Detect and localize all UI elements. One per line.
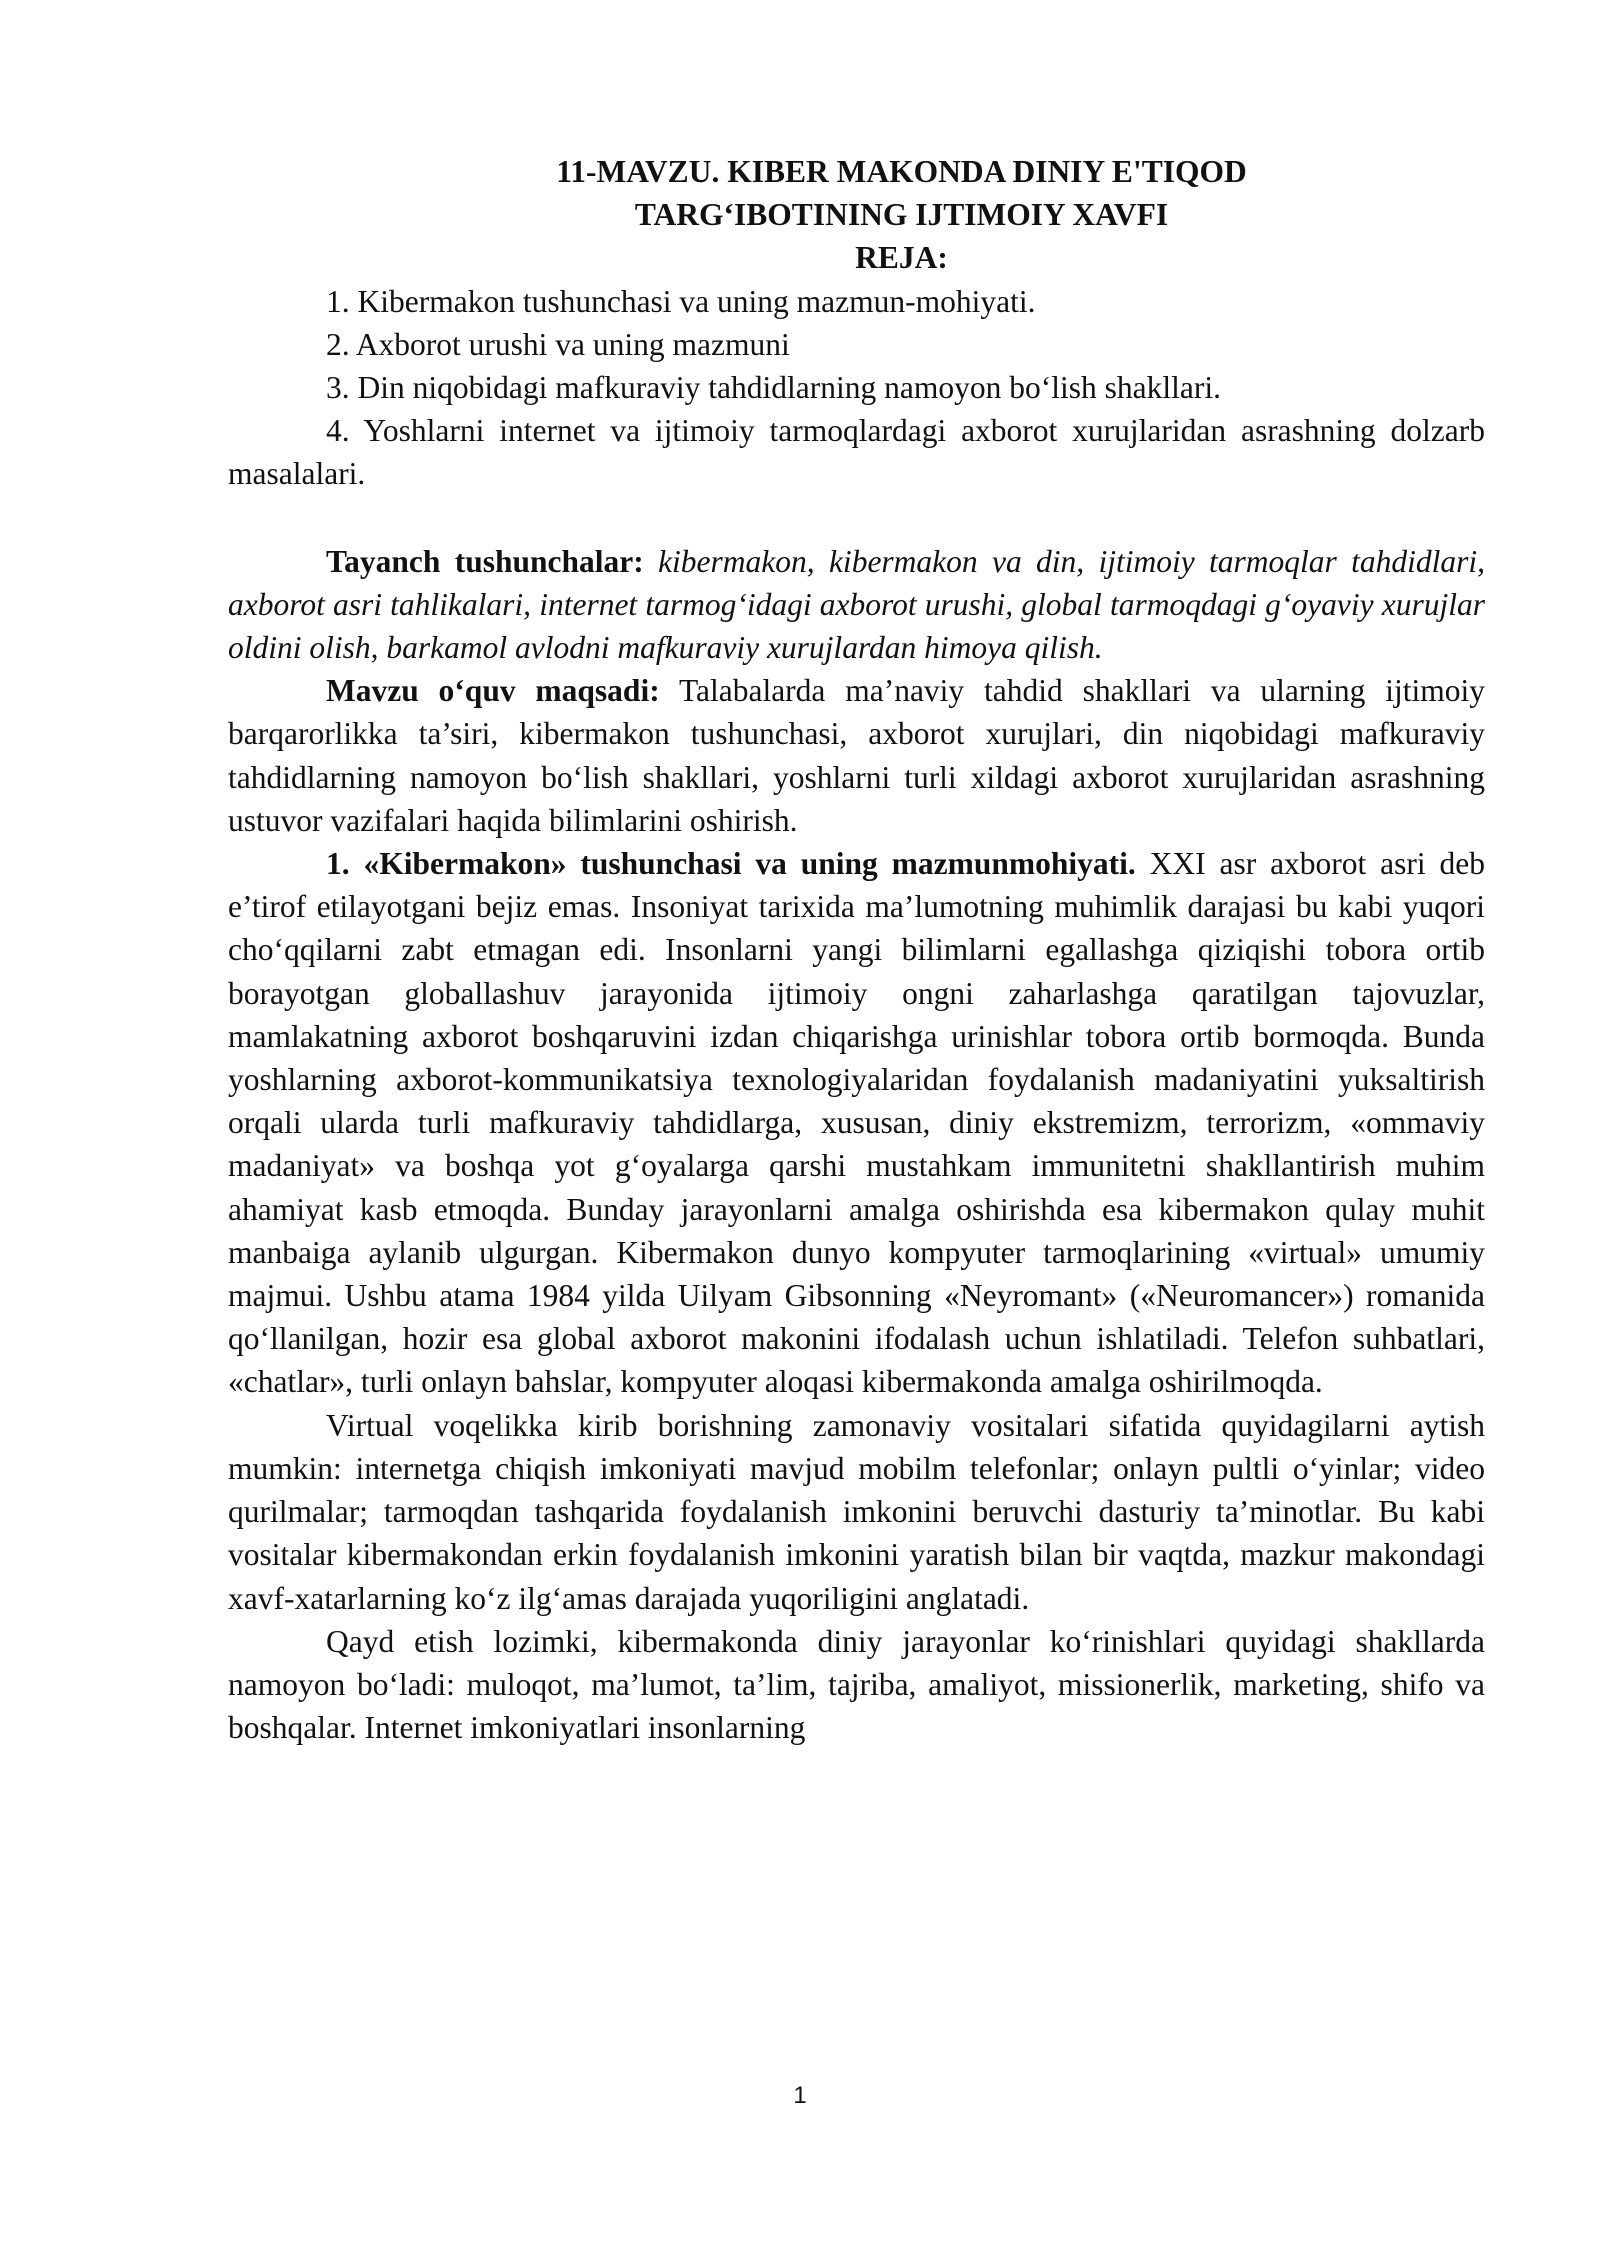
plan-item: 2. Axborot urushi va uning mazmuni bbox=[326, 326, 790, 362]
document-page bbox=[228, 150, 1485, 1749]
key-concepts-text: kibermakon, kibermakon va din, ijtimoiy tarmoqlar tahdidlari, axborot asri tahlikalari, internet tarmog‘idagi axborot urushi, global tarmoqdagi g‘oyaviy xurujlar oldini olish, barkamol avlodni mafkuraviy xurujlardan himoya qilish. bbox=[228, 543, 1485, 666]
key-concepts-label: Tayanch tushunchalar: bbox=[326, 543, 644, 579]
page-number: 1 bbox=[793, 2082, 807, 2109]
document-title bbox=[228, 150, 1485, 236]
plan-item: 1. Kibermakon tushunchasi va uning mazmun-mohiyati. bbox=[326, 283, 1036, 319]
virtual-reality-paragraph: Virtual voqelikka kirib borishning zamonaviy vositalari sifatida quyidagilarni aytish mumkin: internetga chiqish imkoniyati mavjud mobilm telefonlar; onlayn pultli o‘yinlar; video qurilmalar; tarmoqdan tashqarida foydalanish imkonini beruvchi dasturiy ta’minotlar. Bu kabi vositalar kibermakondan erkin foydalanish imkonini yaratish bilan bir vaqtda, mazkur makondagi xavf-xatarlarning ko‘z ilg‘amas darajada yuqoriligini anglatadi. bbox=[228, 1407, 1485, 1616]
plan-item: 3. Din niqobidagi mafkuraviy tahdidlarning namoyon bo‘lish shakllari. bbox=[326, 370, 1221, 406]
section-1-text: XXI asr axborot asri deb e’tirof etilayotgani bejiz emas. Insoniyat tarixida ma’lumotning muhimlik darajasi bu kabi yuqori cho‘qqilarni zabt etmagan edi. Insonlarni yangi bilimlarni egallashga qiziqishi tobora ortib borayotgan globallashuv jarayonida ijtimoiy ongni zaharlashga qaratilgan tajovuzlar, mamlakatning axborot boshqaruvini izdan chiqarishga urinishlar tobora ortib bormoqda. Bunda yoshlarning axborot-kommunikatsiya texnologiyalaridan foydalanish madaniyatini yuksaltirish orqali ularda turli mafkuraviy tahdidlarga, xususan, diniy ekstremizm, terrorizm, «ommaviy madaniyat» va boshqa yot g‘oyalarga qarshi mustahkam immunitetni shakllantirish muhim ahamiyat kasb etmoqda. Bunday jarayonlarni amalga oshirishda esa kibermakon qulay muhit manbaiga aylanib ulgurgan. Kibermakon dunyo kompyuter tarmoqlarining «virtual» umumiy majmui. Ushbu atama 1984 yilda Uilyam Gibsonning «Neyromant» («Neuromancer») romanida qo‘llanilgan, hozir esa global axborot makonini ifodalash uchun ishlatiladi. Telefon suhbatlari, «chatlar», turli onlayn bahslar, kompyuter aloqasi kibermakonda amalga oshirilmoqda. bbox=[228, 846, 1485, 1400]
goal-label: Mavzu o‘quv maqsadi: bbox=[326, 673, 660, 709]
plan-list bbox=[228, 280, 1485, 496]
title-line-1: 11-MAVZU. KIBER MAKONDA DINIY E'TIQOD bbox=[556, 154, 1247, 189]
section-1-heading: 1. «Kibermakon» tushunchasi va uning mazmunmohiyati. bbox=[326, 846, 1136, 882]
key-concepts-paragraph bbox=[228, 540, 1485, 670]
religious-processes-paragraph: Qayd etish lozimki, kibermakonda diniy jarayonlar ko‘rinishlari quyidagi shakllarda namoyon bo‘ladi: muloqot, ma’lumot, ta’lim, tajriba, amaliyot, missionerlik, marketing, shifo va boshqalar. Internet imkoniyatlari insonlarning bbox=[228, 1623, 1485, 1746]
plan-item: 4. Yoshlarni internet va ijtimoiy tarmoqlardagi axborot xurujlaridan asrashning dolzarb masalalari. bbox=[228, 413, 1485, 492]
plan-heading: REJA: bbox=[855, 240, 948, 276]
spacer bbox=[228, 496, 1485, 540]
section-1-paragraph bbox=[228, 842, 1485, 1404]
goal-text: Talabalarda ma’naviy tahdid shakllari va ularning ijtimoiy barqarorlikka ta’siri, kibermakon tushunchasi, axborot xurujlari, din niqobidagi mafkuraviy tahdidlarning namoyon bo‘lish shakllari, yoshlarni turli xildagi axborot xurujlaridan asrashning ustuvor vazifalari haqida bilimlarini oshirish. bbox=[228, 673, 1485, 838]
goal-paragraph bbox=[228, 669, 1485, 842]
title-line-2: TARG‘IBOTINING IJTIMOIY XAVFI bbox=[634, 197, 1169, 233]
